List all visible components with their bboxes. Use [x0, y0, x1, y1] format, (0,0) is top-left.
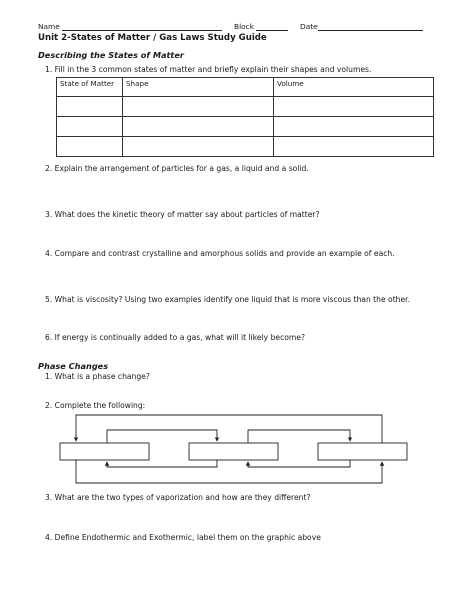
arrow-3-to-2-lower	[248, 460, 350, 467]
page-title: Unit 2-States of Matter / Gas Laws Study Guide	[38, 33, 267, 43]
question-5: 5. What is viscosity? Using two examples identify one liquid that is more viscous than the other.	[45, 295, 410, 304]
phase-box-gas[interactable]	[318, 443, 407, 460]
question-4: 4. Compare and contrast crystalline and amorphous solids and provide an example of each.	[45, 249, 395, 258]
phase-question-1: 1. What is a phase change?	[45, 372, 150, 381]
block-label: Block	[234, 22, 254, 31]
phase-question-4: 4. Define Endothermic and Exothermic, label them on the graphic above	[45, 533, 321, 542]
name-label: Name	[38, 22, 60, 31]
column-header-volume: Volume	[274, 78, 434, 97]
question-6: 6. If energy is continually added to a gas, what will it likely become?	[45, 333, 306, 342]
column-header-state: State of Matter	[57, 78, 123, 97]
section-heading-states: Describing the States of Matter	[38, 50, 184, 60]
date-label: Date	[300, 22, 318, 31]
arrow-1-to-2-upper	[107, 430, 217, 443]
phase-question-2: 2. Complete the following:	[45, 401, 146, 410]
phase-box-solid[interactable]	[60, 443, 149, 460]
section-heading-phase: Phase Changes	[38, 361, 109, 371]
phase-question-3: 3. What are the two types of vaporization and how are they different?	[45, 493, 311, 502]
question-2: 2. Explain the arrangement of particles for a gas, a liquid and a solid.	[45, 164, 309, 173]
arrow-2-to-1-lower	[107, 460, 217, 467]
arrow-2-to-3-upper	[248, 430, 350, 443]
arrow-outer-top	[76, 415, 382, 443]
phase-box-liquid[interactable]	[189, 443, 278, 460]
question-1: 1. Fill in the 3 common states of matter and briefly explain their shapes and volumes.	[45, 65, 372, 74]
column-header-shape: Shape	[123, 78, 274, 97]
arrow-outer-bottom	[76, 460, 382, 483]
question-3: 3. What does the kinetic theory of matter say about particles of matter?	[45, 210, 320, 219]
